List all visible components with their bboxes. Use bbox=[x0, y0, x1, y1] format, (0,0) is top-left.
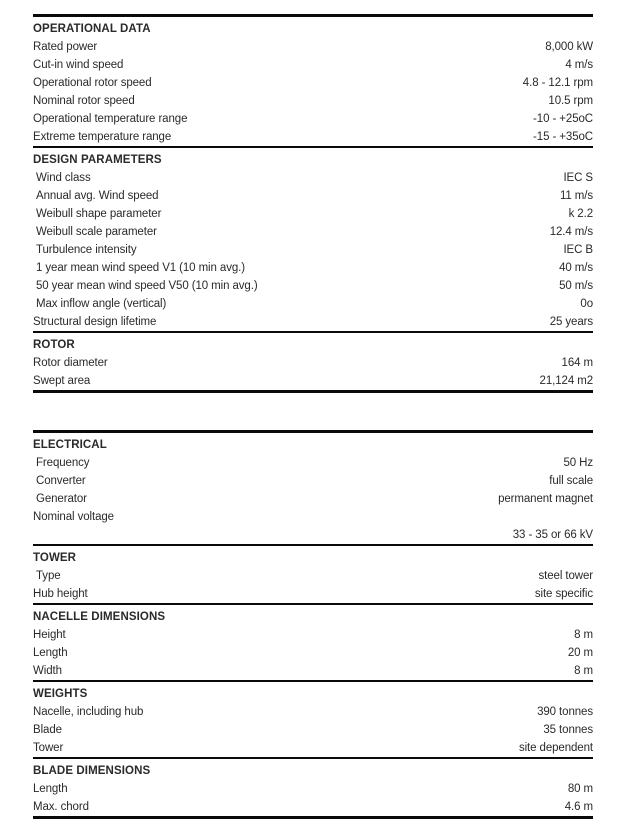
spec-row-value: site dependent bbox=[518, 742, 593, 754]
spec-row-label: Nominal voltage bbox=[33, 511, 114, 523]
spec-row-value: k 2.2 bbox=[568, 208, 593, 220]
table-bottom-rule bbox=[33, 390, 593, 393]
spec-row-value: steel tower bbox=[538, 570, 593, 582]
spec-row-label: Type bbox=[36, 570, 61, 582]
spec-row-label: Nacelle, including hub bbox=[33, 706, 144, 718]
spec-row-value: IEC B bbox=[563, 244, 593, 256]
spec-row-label: Nominal rotor speed bbox=[33, 95, 135, 107]
spec-row bbox=[33, 721, 593, 739]
spec-row-value: full scale bbox=[549, 475, 593, 487]
spec-row-value: 80 m bbox=[567, 783, 593, 795]
spec-row-label: Frequency bbox=[36, 457, 90, 469]
spec-row-value: 25 years bbox=[549, 316, 593, 328]
spec-row bbox=[33, 259, 593, 277]
spec-row-label: Max. chord bbox=[33, 801, 89, 813]
section-title: TOWER bbox=[33, 552, 77, 564]
spec-tables-container bbox=[33, 14, 593, 819]
spec-row bbox=[33, 472, 593, 490]
spec-row bbox=[33, 703, 593, 721]
spec-row-label: Swept area bbox=[33, 375, 91, 387]
section-title: ROTOR bbox=[33, 339, 75, 351]
section-title: OPERATIONAL DATA bbox=[33, 23, 151, 35]
spec-row bbox=[33, 739, 593, 757]
spec-row-label: Tower bbox=[33, 742, 64, 754]
spec-row-value: 0o bbox=[580, 298, 593, 310]
spec-row-label: Length bbox=[33, 783, 68, 795]
section-title: NACELLE DIMENSIONS bbox=[33, 611, 166, 623]
spec-row-label: Rated power bbox=[33, 41, 98, 53]
spec-row-label: Wind class bbox=[36, 172, 91, 184]
spec-row-label: Length bbox=[33, 647, 68, 659]
spec-row bbox=[33, 567, 593, 585]
spec-row bbox=[33, 780, 593, 798]
spec-row-value: -15 - +35oC bbox=[533, 131, 593, 143]
spec-row-value: 8 m bbox=[574, 629, 593, 641]
spec-row bbox=[33, 313, 593, 331]
spec-row-value: IEC S bbox=[563, 172, 593, 184]
spec-row-label: 50 year mean wind speed V50 (10 min avg.) bbox=[36, 280, 258, 292]
spec-row-value: 11 m/s bbox=[559, 190, 593, 202]
spec-row bbox=[33, 56, 593, 74]
spec-row-value: 4.6 m bbox=[564, 801, 593, 813]
spec-row bbox=[33, 508, 593, 526]
spec-row-label: Converter bbox=[36, 475, 86, 487]
spec-row-label: Cut-in wind speed bbox=[33, 59, 124, 71]
spec-row-value: 21,124 m2 bbox=[539, 375, 593, 387]
spec-row-label: Turbulence intensity bbox=[36, 244, 137, 256]
spec-row bbox=[33, 74, 593, 92]
spec-row-value: 35 tonnes bbox=[543, 724, 593, 736]
spec-row-label: Generator bbox=[36, 493, 87, 505]
section-title: ELECTRICAL bbox=[33, 439, 107, 451]
spec-row-value: 33 - 35 or 66 kV bbox=[512, 529, 593, 541]
spec-row bbox=[33, 372, 593, 390]
spec-row-value: 8 m bbox=[574, 665, 593, 677]
spec-row-value: 390 tonnes bbox=[537, 706, 593, 718]
spec-row-label: Hub height bbox=[33, 588, 88, 600]
spec-row-label: Weibull scale parameter bbox=[36, 226, 157, 238]
spec-row-value: 12.4 m/s bbox=[549, 226, 593, 238]
spec-row-value: 4.8 - 12.1 rpm bbox=[522, 77, 593, 89]
spec-row-value: -10 - +25oC bbox=[533, 113, 593, 125]
spec-row bbox=[33, 110, 593, 128]
spec-row-label: Blade bbox=[33, 724, 62, 736]
spec-row bbox=[33, 38, 593, 56]
spec-row bbox=[33, 354, 593, 372]
spec-row bbox=[33, 798, 593, 816]
spec-row bbox=[33, 585, 593, 603]
spec-row-value: 4 m/s bbox=[565, 59, 593, 71]
spec-table-electrical-and-structure bbox=[33, 430, 593, 819]
spec-row bbox=[33, 277, 593, 295]
spec-row bbox=[33, 644, 593, 662]
spec-row bbox=[33, 295, 593, 313]
spec-row-label: Operational rotor speed bbox=[33, 77, 152, 89]
spec-row bbox=[33, 626, 593, 644]
spec-row-label: Width bbox=[33, 665, 62, 677]
spec-row bbox=[33, 454, 593, 472]
table-bottom-rule bbox=[33, 816, 593, 819]
spec-row bbox=[33, 187, 593, 205]
spec-row-value: 20 m bbox=[567, 647, 593, 659]
spec-row-value: 10.5 rpm bbox=[548, 95, 593, 107]
spec-row bbox=[33, 128, 593, 146]
spec-row-label: Height bbox=[33, 629, 66, 641]
spec-row-label: Structural design lifetime bbox=[33, 316, 157, 328]
spec-row bbox=[33, 92, 593, 110]
spec-row bbox=[33, 241, 593, 259]
spec-row-label: Annual avg. Wind speed bbox=[36, 190, 159, 202]
spec-row bbox=[33, 662, 593, 680]
spec-row bbox=[33, 205, 593, 223]
spec-row-value: permanent magnet bbox=[498, 493, 593, 505]
spec-row-label: Extreme temperature range bbox=[33, 131, 172, 143]
spec-row-value: 164 m bbox=[561, 357, 593, 369]
spec-row bbox=[33, 526, 593, 544]
spec-row-label: Max inflow angle (vertical) bbox=[36, 298, 167, 310]
spec-table-performance-and-design bbox=[33, 14, 593, 393]
spec-row-value: site specific bbox=[534, 588, 593, 600]
spec-row-label: Rotor diameter bbox=[33, 357, 108, 369]
spec-row-value: 40 m/s bbox=[559, 262, 593, 274]
spec-row-label: 1 year mean wind speed V1 (10 min avg.) bbox=[36, 262, 245, 274]
spec-row-value: 50 m/s bbox=[559, 280, 593, 292]
spec-row-label: Operational temperature range bbox=[33, 113, 188, 125]
section-title: DESIGN PARAMETERS bbox=[33, 154, 162, 166]
spec-row-label: Weibull shape parameter bbox=[36, 208, 162, 220]
spec-row bbox=[33, 169, 593, 187]
spec-row bbox=[33, 223, 593, 241]
section-title: WEIGHTS bbox=[33, 688, 88, 700]
spec-row-value: 8,000 kW bbox=[545, 41, 593, 53]
section-title: BLADE DIMENSIONS bbox=[33, 765, 151, 777]
spec-row bbox=[33, 490, 593, 508]
spec-row-value: 50 Hz bbox=[563, 457, 593, 469]
